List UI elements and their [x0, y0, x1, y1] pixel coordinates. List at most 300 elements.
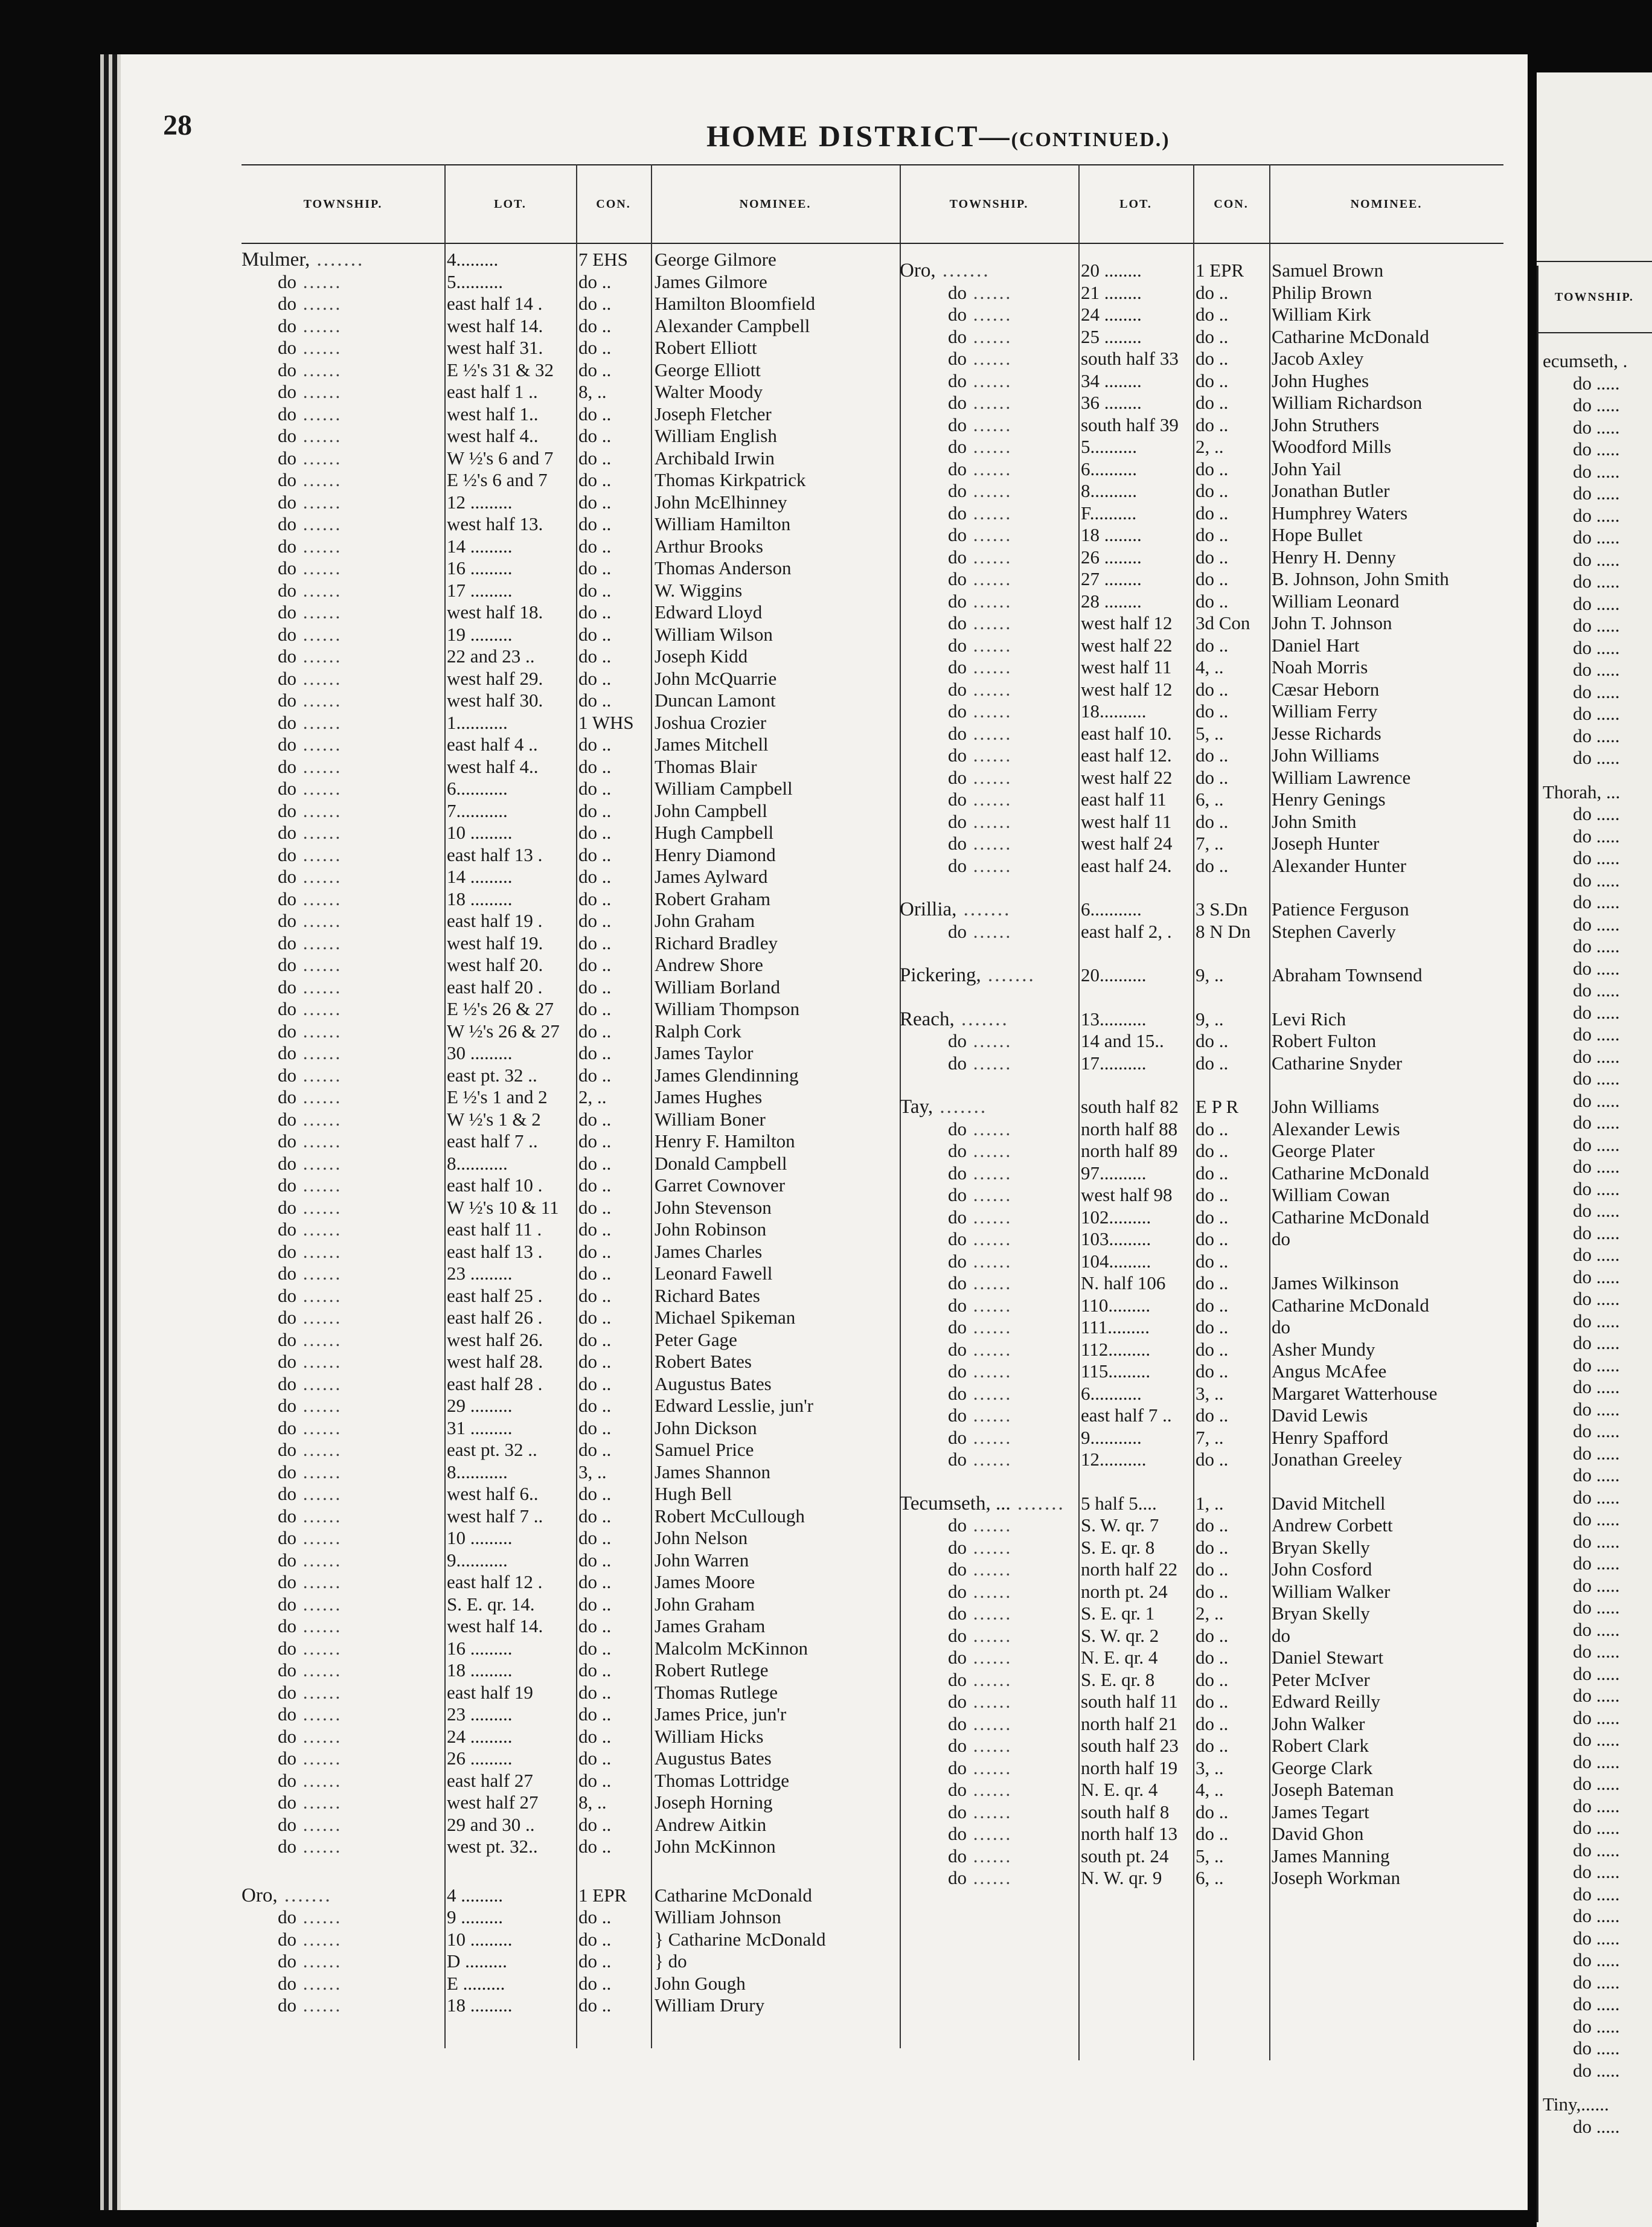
lot-cell: 18 .........	[447, 1995, 513, 2016]
nominee-cell: Bryan Skelly	[1272, 1603, 1370, 1624]
township-cell: Tay, .......	[900, 1096, 988, 1118]
lot-cell: E ½'s 1 and 2	[447, 1086, 548, 1107]
con-cell: do ..	[1196, 1030, 1229, 1051]
lot-cell: 25 ........	[1081, 325, 1142, 347]
township-cell: do ......	[948, 436, 1013, 457]
table-row	[242, 1086, 900, 1108]
township-cell: do ......	[278, 447, 342, 469]
table-row	[242, 1527, 900, 1549]
con-cell: do ..	[578, 623, 612, 645]
next-page-row: do .....	[1573, 1618, 1620, 1640]
con-cell: do ..	[578, 1395, 612, 1416]
nominee-cell: John Hughes	[1272, 370, 1369, 391]
con-cell: do ..	[1196, 1691, 1229, 1712]
table-row	[242, 910, 900, 932]
township-cell: do ......	[278, 646, 342, 667]
nominee-cell: James Mitchell	[655, 734, 769, 755]
township-cell: do ......	[278, 337, 342, 358]
lot-cell: west half 7 ..	[447, 1505, 543, 1527]
township-cell: do ......	[948, 590, 1013, 612]
table-row	[900, 700, 1503, 722]
lot-cell: west half 1..	[447, 403, 539, 425]
nominee-cell: James Wilkinson	[1272, 1272, 1399, 1293]
next-page-row: do .....	[1573, 979, 1620, 1001]
con-cell: do ..	[578, 998, 612, 1019]
next-page-row: do .....	[1573, 1266, 1620, 1287]
nominee-cell: Joseph Workman	[1272, 1867, 1401, 1888]
township-cell: do ......	[278, 359, 342, 380]
nominee-cell: Richard Bates	[655, 1284, 760, 1306]
township-cell: do ......	[948, 1536, 1013, 1558]
nominee-cell: } Catharine McDonald	[655, 1928, 826, 1950]
nominee-cell: Catharine McDonald	[1272, 1206, 1429, 1228]
lot-cell: 23 .........	[447, 1263, 513, 1284]
lot-cell: 1...........	[447, 711, 508, 733]
con-cell: do ..	[578, 1307, 612, 1328]
next-page-row: Tiny,......	[1543, 2094, 1609, 2115]
table-row	[242, 1285, 900, 1307]
township-cell: do ......	[948, 700, 1013, 722]
township-cell: do ......	[278, 1174, 342, 1196]
table-row	[242, 756, 900, 778]
con-cell: do ..	[1196, 1668, 1229, 1690]
lot-cell: S. E. qr. 8	[1081, 1668, 1155, 1690]
next-page-row: do .....	[1573, 803, 1620, 824]
lot-cell: 29 and 30 ..	[447, 1813, 535, 1835]
con-cell: do ..	[578, 1064, 612, 1086]
con-cell: do ..	[1196, 678, 1229, 700]
next-page-row: do .....	[1573, 1332, 1620, 1353]
nominee-cell: William Borland	[655, 976, 780, 998]
con-cell: do ..	[1196, 1624, 1229, 1646]
nominee-cell: do	[1272, 1228, 1290, 1249]
nominee-cell: Hugh Campbell	[655, 822, 774, 843]
lot-cell: 23 .........	[447, 1703, 513, 1725]
lot-cell: 103.........	[1081, 1228, 1151, 1249]
table-row	[242, 513, 900, 535]
township-cell: do ......	[278, 535, 342, 557]
con-cell: do ..	[578, 447, 612, 469]
nominee-cell: Richard Bradley	[655, 932, 778, 953]
con-cell: do ..	[578, 403, 612, 425]
table-row	[900, 1603, 1503, 1624]
lot-cell: 18..........	[1081, 700, 1147, 722]
township-cell: do ......	[948, 722, 1013, 744]
township-cell: do ......	[948, 1603, 1013, 1624]
township-cell: do ......	[278, 513, 342, 534]
con-cell: do ..	[578, 271, 612, 292]
con-cell: do ..	[1196, 458, 1229, 479]
nominee-cell: Joseph Bateman	[1272, 1779, 1394, 1800]
table-row	[242, 337, 900, 359]
lot-cell: 110.........	[1081, 1294, 1151, 1316]
township-cell: do ......	[948, 1559, 1013, 1580]
lot-cell: east half 10 .	[447, 1174, 543, 1196]
lot-cell: west half 31.	[447, 337, 543, 358]
next-page-row: do .....	[1573, 1024, 1620, 1045]
township-cell: do ......	[278, 1263, 342, 1284]
lot-cell: E ½'s 31 & 32	[447, 359, 554, 380]
con-cell: do ..	[578, 1373, 612, 1394]
lot-cell: 4.........	[447, 249, 499, 270]
nominee-cell: do	[1272, 1316, 1290, 1338]
con-cell: 7, ..	[1196, 1426, 1224, 1448]
lot-cell: west half 22	[1081, 766, 1173, 788]
lot-cell: west pt. 32..	[447, 1836, 538, 1857]
next-page-row: do .....	[1573, 1795, 1620, 1816]
lot-cell: 12..........	[1081, 1449, 1147, 1470]
next-page-row: do .....	[1573, 1729, 1620, 1750]
next-page-row: do .....	[1573, 1112, 1620, 1133]
nominee-cell: John Yail	[1272, 458, 1342, 479]
township-cell: do ......	[278, 1505, 342, 1527]
next-page-row: do .....	[1573, 869, 1620, 891]
table-row	[900, 436, 1503, 458]
township-cell: do ......	[948, 1713, 1013, 1734]
table-row	[900, 1514, 1503, 1536]
next-page-row: do .....	[1573, 1508, 1620, 1530]
table-row	[900, 1405, 1503, 1426]
lot-cell: east half 28 .	[447, 1373, 543, 1394]
township-cell: do ......	[948, 1867, 1013, 1888]
table-row	[900, 1647, 1503, 1668]
township-cell: do ......	[278, 425, 342, 446]
township-cell: do ......	[278, 1373, 342, 1394]
con-cell: do ..	[578, 513, 612, 534]
table-row	[900, 591, 1503, 612]
township-cell: do ......	[278, 1152, 342, 1174]
next-page-row: do .....	[1573, 1839, 1620, 1860]
next-page-row: do .....	[1573, 1310, 1620, 1331]
township-cell: do ......	[278, 1571, 342, 1592]
lot-cell: 10 .........	[447, 1928, 513, 1950]
table-row	[900, 348, 1503, 370]
table-row	[242, 1615, 900, 1637]
township-cell: do ......	[278, 1219, 342, 1240]
table-row	[900, 1779, 1503, 1801]
con-cell: do ..	[1196, 370, 1229, 391]
table-row	[900, 656, 1503, 678]
lot-cell: 21 ........	[1081, 281, 1142, 303]
con-cell: do ..	[1196, 766, 1229, 788]
lot-cell: 6...........	[447, 778, 508, 799]
township-cell: do ......	[278, 1836, 342, 1857]
nominee-cell: Robert Graham	[655, 888, 770, 909]
con-cell: do ..	[578, 1549, 612, 1571]
township-cell: Mulmer, .......	[242, 249, 365, 271]
next-page-row: do .....	[1573, 1398, 1620, 1420]
con-cell: do ..	[578, 888, 612, 909]
nominee-cell: Angus McAfee	[1272, 1360, 1387, 1382]
nominee-cell: Patience Ferguson	[1272, 899, 1409, 920]
township-cell: do ......	[278, 1130, 342, 1152]
table-row	[900, 1295, 1503, 1316]
header-township: TOWNSHIP.	[900, 164, 1078, 244]
next-page-row: do .....	[1573, 438, 1620, 460]
township-cell: do ......	[948, 1206, 1013, 1228]
nominee-cell: Edward Lesslie, jun'r	[655, 1395, 813, 1416]
con-cell: 8, ..	[578, 1792, 607, 1813]
table-row	[242, 1351, 900, 1373]
nominee-cell: Andrew Corbett	[1272, 1514, 1393, 1536]
table-row	[900, 1030, 1503, 1052]
running-head-title: HOME DISTRICT—	[706, 119, 1011, 153]
con-cell: do ..	[578, 1527, 612, 1548]
next-page-row: do .....	[1573, 1574, 1620, 1596]
table-row	[900, 568, 1503, 590]
next-page-row: do .....	[1573, 394, 1620, 415]
township-cell: do ......	[278, 1351, 342, 1372]
con-cell: do ..	[578, 1659, 612, 1681]
con-cell: do ..	[578, 1240, 612, 1262]
township-cell: do ......	[278, 1813, 342, 1835]
lot-cell: N. E. qr. 4	[1081, 1647, 1158, 1668]
next-page-row: do .....	[1573, 1662, 1620, 1684]
township-cell: do ......	[278, 1042, 342, 1063]
running-head	[706, 118, 1170, 153]
lot-cell: 16 .........	[447, 1637, 513, 1659]
con-cell: do ..	[1196, 1360, 1229, 1382]
township-cell: do ......	[948, 612, 1013, 633]
nominee-cell: Catharine Snyder	[1272, 1052, 1403, 1074]
nominee-cell: Abraham Townsend	[1272, 964, 1423, 985]
table-row	[900, 789, 1503, 810]
lot-cell: 22 and 23 ..	[447, 646, 535, 667]
nominee-cell: Henry F. Hamilton	[655, 1130, 795, 1152]
header-nominee: NOMINEE.	[651, 164, 900, 244]
con-cell: do ..	[1196, 1250, 1229, 1272]
con-cell: 3, ..	[1196, 1382, 1224, 1404]
nominee-cell: William Richardson	[1272, 392, 1423, 413]
nominee-cell: Joseph Kidd	[655, 646, 748, 667]
township-cell: do ......	[278, 976, 342, 998]
lot-cell: 5..........	[1081, 436, 1137, 457]
township-cell: do ......	[278, 381, 342, 402]
table-row	[900, 833, 1503, 854]
table-row	[242, 1973, 900, 1995]
table-row	[242, 1814, 900, 1836]
table-row	[900, 921, 1503, 943]
nominee-cell: Duncan Lamont	[655, 690, 776, 711]
con-cell: 1 EPR	[1196, 260, 1244, 281]
table-row	[242, 822, 900, 844]
lot-cell: 12 .........	[447, 491, 513, 513]
con-cell: do ..	[1196, 1559, 1229, 1580]
table-row	[900, 1757, 1503, 1779]
lot-cell: west half 4..	[447, 755, 539, 777]
next-page-row: do .....	[1573, 1883, 1620, 1905]
table-row	[900, 1228, 1503, 1250]
township-cell: do ......	[278, 1659, 342, 1681]
nominee-cell: William Leonard	[1272, 590, 1400, 612]
con-cell: 6, ..	[1196, 789, 1224, 810]
table-row	[900, 1162, 1503, 1184]
township-cell: do ......	[278, 910, 342, 931]
table-row	[242, 359, 900, 381]
con-cell: do ..	[1196, 480, 1229, 501]
township-cell: do ......	[948, 304, 1013, 325]
con-cell: do ..	[1196, 546, 1229, 568]
township-cell: do ......	[278, 667, 342, 689]
lot-cell: 24 .........	[447, 1725, 513, 1747]
next-page-row: do .....	[1573, 703, 1620, 724]
next-page-row: do .....	[1573, 1089, 1620, 1111]
township-cell: do ......	[278, 1593, 342, 1615]
township-cell: do ......	[948, 789, 1013, 810]
lot-cell: west half 12	[1081, 678, 1173, 700]
table-row	[242, 1571, 900, 1593]
table-row	[242, 866, 900, 888]
lot-cell: west half 13.	[447, 513, 543, 534]
lot-cell: 14 .........	[447, 866, 513, 887]
nominee-cell: Thomas Blair	[655, 755, 757, 777]
nominee-cell: William Johnson	[655, 1906, 781, 1927]
con-cell: 2, ..	[578, 1086, 607, 1107]
township-cell: do ......	[278, 469, 342, 490]
nominee-cell: Thomas Anderson	[655, 557, 792, 578]
nominee-cell: Augustus Bates	[655, 1373, 772, 1394]
table-row	[242, 932, 900, 954]
con-cell: do ..	[1196, 1823, 1229, 1844]
lot-cell: west half 30.	[447, 690, 543, 711]
table-row	[900, 458, 1503, 480]
table-row	[242, 1329, 900, 1351]
con-cell: do ..	[578, 579, 612, 601]
lot-cell: east half 11 .	[447, 1219, 542, 1240]
con-cell: do ..	[1196, 281, 1229, 303]
nominee-cell: Donald Campbell	[655, 1152, 787, 1174]
con-cell: do ..	[1196, 1647, 1229, 1668]
next-page-row: do .....	[1573, 1178, 1620, 1199]
table-row	[242, 1395, 900, 1417]
table-row	[242, 1906, 900, 1928]
township-cell: do ......	[948, 348, 1013, 369]
nominee-cell: Hamilton Bloomfield	[655, 293, 816, 314]
township-cell: do ......	[948, 502, 1013, 524]
next-page-row: do .....	[1573, 2059, 1620, 2081]
next-page-row: do .....	[1573, 636, 1620, 658]
township-cell: do ......	[948, 458, 1013, 479]
nominee-cell: John McElhinney	[655, 491, 787, 513]
nominee-cell: Humphrey Waters	[1272, 502, 1408, 524]
lot-cell: 18 .........	[447, 888, 513, 909]
lot-cell: east half 11	[1081, 789, 1167, 810]
nominee-cell: Robert Rutlege	[655, 1659, 769, 1681]
township-cell: do ......	[278, 1769, 342, 1791]
table-row	[242, 844, 900, 866]
table-row	[242, 271, 900, 293]
con-cell: do ..	[1196, 304, 1229, 325]
table-row	[242, 668, 900, 690]
table-row	[900, 326, 1503, 348]
table-row	[900, 1053, 1503, 1074]
township-cell: do ......	[948, 810, 1013, 832]
con-cell: do ..	[578, 1483, 612, 1504]
lot-cell: north half 13	[1081, 1823, 1178, 1844]
nominee-cell: Robert Bates	[655, 1351, 752, 1372]
con-cell: do ..	[578, 1637, 612, 1659]
township-cell: do ......	[278, 1064, 342, 1086]
table-row	[242, 1836, 900, 1857]
lot-cell: 18 .........	[447, 1659, 513, 1681]
next-page-row: do .....	[1573, 1354, 1620, 1376]
con-cell: do ..	[1196, 325, 1229, 347]
table-row	[900, 1581, 1503, 1603]
con-cell: do ..	[578, 910, 612, 931]
lot-cell: south pt. 24	[1081, 1845, 1169, 1867]
nominee-cell: Edward Reilly	[1272, 1691, 1380, 1712]
nominee-cell: Catharine McDonald	[1272, 1294, 1429, 1316]
nominee-cell: William Ferry	[1272, 700, 1378, 722]
table-row	[242, 800, 900, 822]
township-cell: do ......	[948, 1162, 1013, 1184]
lot-cell: east half 24.	[1081, 854, 1172, 876]
table-row	[242, 1021, 900, 1042]
lot-cell: west half 11	[1081, 656, 1172, 678]
nominee-cell: Samuel Price	[655, 1439, 754, 1460]
nominee-cell: John Cosford	[1272, 1559, 1372, 1580]
table-row	[900, 502, 1503, 524]
table-row	[242, 734, 900, 755]
table-row	[242, 712, 900, 734]
con-cell: do ..	[578, 1505, 612, 1527]
lot-cell: N. W. qr. 9	[1081, 1867, 1162, 1888]
lot-cell: 26 ........	[1081, 546, 1142, 568]
township-cell: do ......	[948, 546, 1013, 568]
township-cell: do ......	[948, 370, 1013, 391]
township-cell: Tecumseth, ... .......	[900, 1492, 1065, 1514]
table-row	[900, 1867, 1503, 1889]
table-row	[242, 492, 900, 513]
nominee-cell: James Shannon	[655, 1461, 771, 1482]
lot-cell: west half 18.	[447, 601, 543, 623]
con-cell: do ..	[578, 932, 612, 953]
con-cell: do ..	[1196, 1118, 1229, 1139]
township-cell: do ......	[278, 1284, 342, 1306]
nominee-cell: Andrew Aitkin	[655, 1813, 767, 1835]
con-cell: do ..	[578, 425, 612, 446]
next-page-row: do .....	[1573, 847, 1620, 868]
nominee-cell: Jonathan Butler	[1272, 480, 1390, 501]
lot-cell: 9 .........	[447, 1906, 503, 1927]
township-cell: do ......	[278, 866, 342, 887]
nominee-cell: Edward Lloyd	[655, 601, 763, 623]
township-cell: do ......	[278, 778, 342, 799]
table-row	[900, 899, 1503, 920]
township-cell: do ......	[278, 315, 342, 336]
table-row	[242, 1950, 900, 1972]
table-row	[242, 1929, 900, 1950]
nominee-cell: Henry Genings	[1272, 789, 1386, 810]
township-cell: do ......	[278, 1703, 342, 1725]
table-row	[242, 1439, 900, 1461]
township-cell: do ......	[278, 1928, 342, 1950]
con-cell: 1, ..	[1196, 1492, 1224, 1514]
con-cell: 2, ..	[1196, 1603, 1224, 1624]
con-cell: 6, ..	[1196, 1867, 1224, 1888]
township-cell: do ......	[948, 1624, 1013, 1646]
nominee-cell: William Cowan	[1272, 1184, 1390, 1205]
con-cell: do ..	[578, 1439, 612, 1460]
township-cell: do ......	[278, 711, 342, 733]
table-row	[900, 1383, 1503, 1405]
next-page-row: do .....	[1573, 1993, 1620, 2014]
table-row	[242, 1109, 900, 1130]
con-cell: do ..	[1196, 1514, 1229, 1536]
nominee-cell: do	[1272, 1624, 1290, 1646]
township-cell: do ......	[278, 799, 342, 821]
nominee-cell: Peter McIver	[1272, 1668, 1370, 1690]
